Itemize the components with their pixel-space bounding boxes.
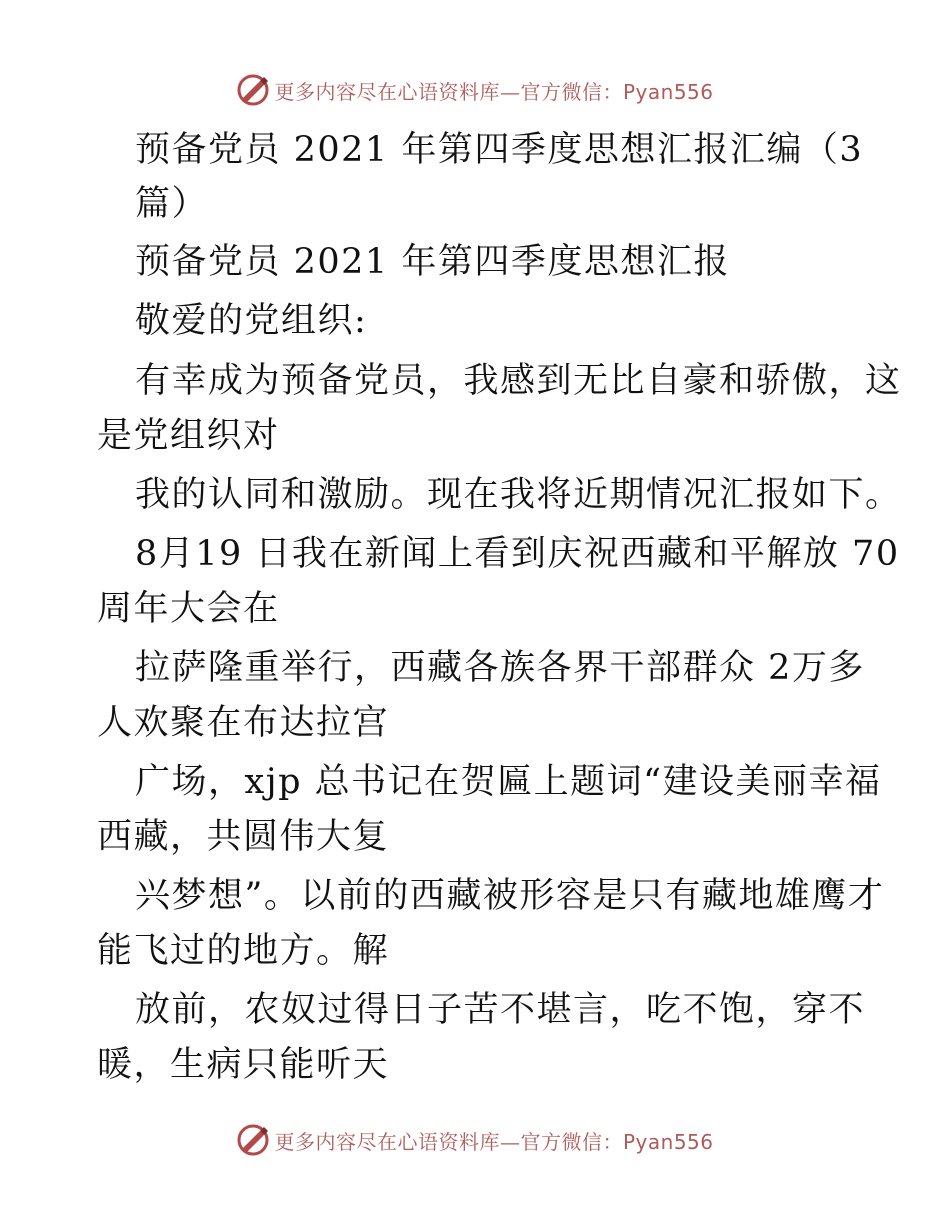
watermark-text bbox=[274, 1126, 713, 1155]
paragraph-line: 人欢聚在布达拉宫 bbox=[97, 703, 390, 743]
paragraph-line: 8月19 日我在新闻上看到庆祝西藏和平解放 70 bbox=[135, 534, 900, 574]
paragraph-line: 广场，xjp 总书记在贺匾上题词“建设美丽幸福 bbox=[135, 762, 882, 802]
paragraph-line: 拉萨隆重举行，西藏各族各界干部群众 2万多 bbox=[135, 648, 865, 688]
header-watermark-banner bbox=[0, 70, 950, 110]
paragraph-line: 周年大会在 bbox=[97, 589, 280, 629]
pen-logo-icon bbox=[236, 73, 270, 107]
wechat-id: Pyan556 bbox=[622, 1129, 714, 1154]
paragraph-line: 能飞过的地方。解 bbox=[97, 931, 390, 971]
paragraph-line: 暖，生病只能听天 bbox=[97, 1045, 390, 1085]
watermark-label: 更多内容尽在心语资料库—官方微信： bbox=[274, 1129, 623, 1154]
footer-watermark-banner bbox=[0, 1120, 950, 1160]
document-title-line-2: 篇） bbox=[135, 184, 209, 224]
paragraph-line: 放前，农奴过得日子苦不堪言，吃不饱，穿不 bbox=[135, 990, 866, 1030]
wechat-id: Pyan556 bbox=[622, 79, 714, 104]
salutation: 敬爱的党组织: bbox=[135, 301, 368, 341]
paragraph-line: 是党组织对 bbox=[97, 416, 280, 456]
paragraph-line: 有幸成为预备党员，我感到无比自豪和骄傲，这 bbox=[135, 361, 902, 401]
watermark-label: 更多内容尽在心语资料库—官方微信： bbox=[274, 79, 623, 104]
paragraph-line: 兴梦想”。以前的西藏被形容是只有藏地雄鹰才 bbox=[135, 876, 885, 916]
paragraph-line: 西藏，共圆伟大复 bbox=[97, 817, 390, 857]
paragraph-line: 我的认同和激励。现在我将近期情况汇报如下。 bbox=[135, 475, 902, 515]
document-title-line-1: 预备党员 2021 年第四季度思想汇报汇编（3 bbox=[135, 130, 864, 170]
report-heading: 预备党员 2021 年第四季度思想汇报 bbox=[135, 242, 730, 282]
watermark-text bbox=[274, 76, 713, 105]
pen-logo-icon bbox=[236, 1123, 270, 1157]
